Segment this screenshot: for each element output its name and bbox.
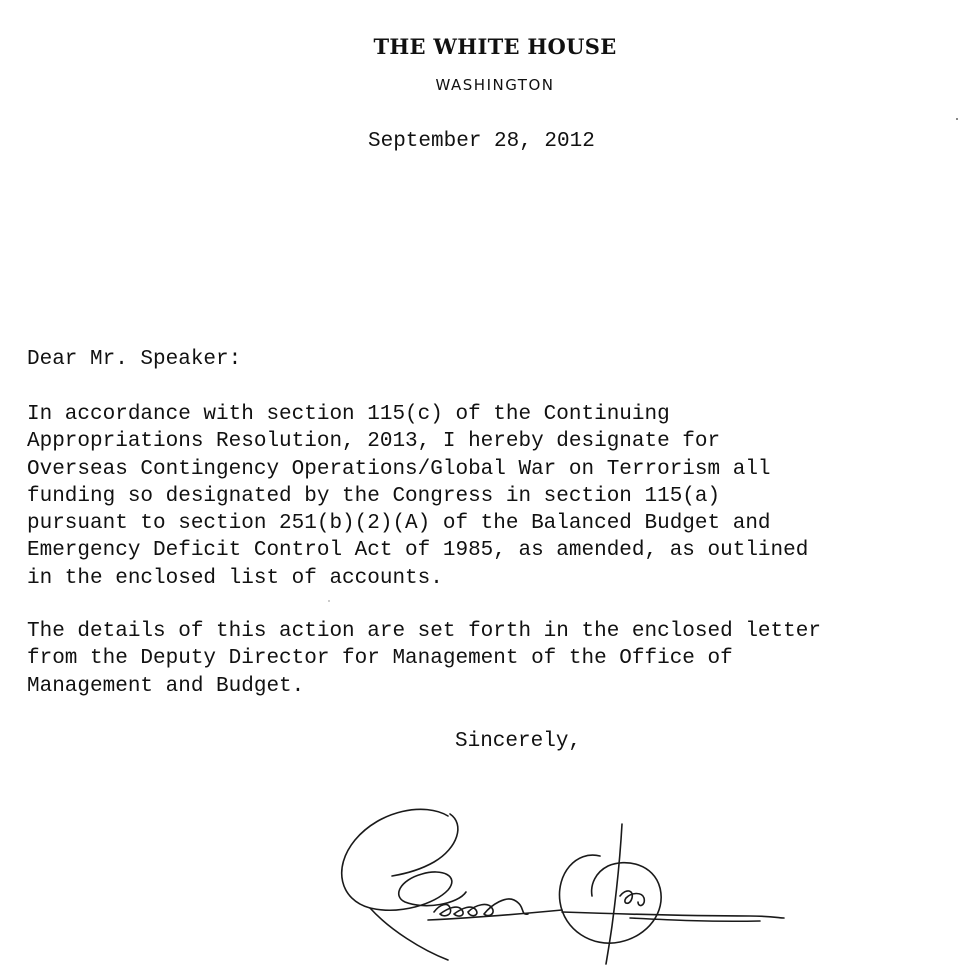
salutation: Dear Mr. Speaker: — [27, 348, 242, 371]
letterhead-location: WASHINGTON — [435, 76, 555, 94]
body-paragraph-1 — [27, 401, 808, 592]
letter-date: September 28, 2012 — [368, 130, 595, 153]
paragraph-line: funding so designated by the Congress in section 115(a) — [27, 484, 721, 508]
paragraph-line: Appropriations Resolution, 2013, I hereby designate for — [27, 430, 721, 454]
paragraph-line: In accordance with section 115(c) of the Continuing — [27, 403, 670, 426]
paragraph-line: pursuant to section 251(b)(2)(A) of the Balanced Budget and — [27, 512, 771, 536]
paragraph-line: Overseas Contingency Operations/Global War on Terrorism all — [27, 457, 771, 481]
body-paragraph-2 — [27, 618, 821, 700]
letterhead-title: THE WHITE HOUSE — [373, 34, 617, 59]
signature-icon — [330, 800, 790, 975]
scan-speck — [956, 118, 958, 120]
paragraph-line: Emergency Deficit Control Act of 1985, as amended, as outlined — [27, 539, 809, 563]
paragraph-line: from the Deputy Director for Management of the Office of — [27, 647, 733, 671]
scan-speck — [328, 600, 330, 602]
signature-svg — [330, 800, 790, 970]
paragraph-line: The details of this action are set forth in the enclosed letter — [27, 620, 821, 643]
paragraph-line: in the enclosed list of accounts. — [27, 566, 443, 590]
closing: Sincerely, — [455, 730, 582, 753]
paragraph-line: Management and Budget. — [27, 674, 305, 698]
